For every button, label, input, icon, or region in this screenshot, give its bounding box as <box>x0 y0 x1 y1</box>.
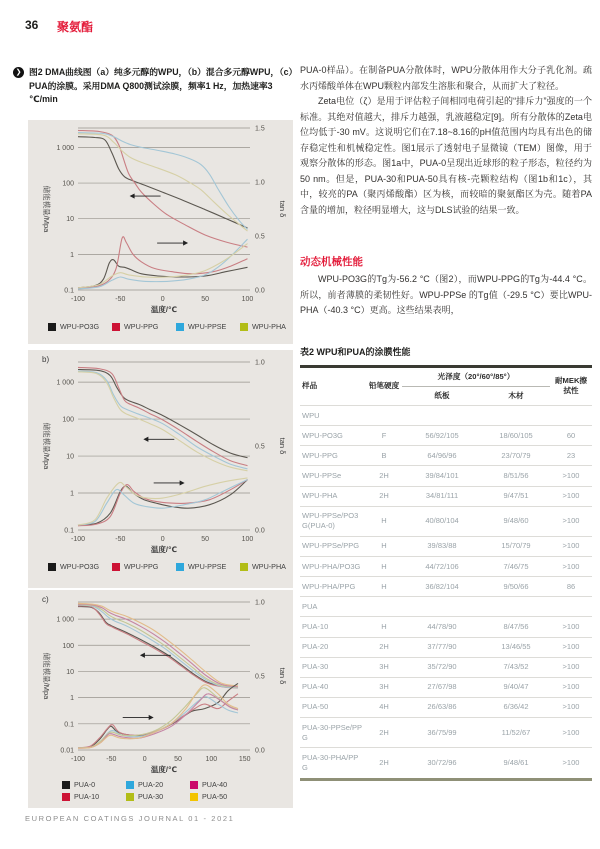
tand-curve-WPU-PPG <box>78 480 248 526</box>
table-cell: 44/72/106 <box>402 557 482 577</box>
table-cell: 6/36/42 <box>482 697 550 717</box>
legend-swatch <box>112 323 120 331</box>
legend-swatch <box>176 563 184 571</box>
table-cell: 7/43/52 <box>482 657 550 677</box>
table-row <box>300 697 592 717</box>
legend-item <box>126 792 190 801</box>
right-axis-tick-label: 1.5 <box>255 125 265 133</box>
article-paragraph-1: PUA-0样品）。在制备PUA分散体时，WPU分散体用作大分子乳化剂。疏水丙烯酸单体在WPU颗粒内部发生溶胀和聚合，从而扩大了粒径。 <box>300 65 592 91</box>
figure-caption-text: 图2 DMA曲线图（a）纯多元醇的WPU，（b）混合多元醇WPU，（c）PUA的涂膜。采用DMA Q800测试涂膜，频率1 Hz，加热速率3 ℃/min <box>29 67 293 104</box>
x-axis-title: 温度/℃ <box>150 765 178 774</box>
y-axis-tick-label: 0.1 <box>64 721 74 729</box>
table-cell: 3H <box>366 657 402 677</box>
legend-item <box>176 322 240 331</box>
table-group-row <box>300 597 592 617</box>
table-cell: 56/92/105 <box>402 426 482 446</box>
table-cell: PUA-30 <box>300 657 366 677</box>
y-axis-tick-label: 0.1 <box>64 287 74 295</box>
x-axis-tick-label: -100 <box>70 756 86 763</box>
dma-chart-a <box>28 120 293 316</box>
chart-b-legend <box>28 556 293 571</box>
x-axis-tick-label: 150 <box>238 756 251 763</box>
modulus-curve-WPU-PO3G <box>78 137 248 228</box>
table-cell: >100 <box>550 677 592 697</box>
table-cell: 60 <box>550 426 592 446</box>
panel-label: c) <box>42 595 49 604</box>
legend-swatch <box>112 563 120 571</box>
table-cell: 26/63/86 <box>402 697 482 717</box>
legend-item <box>48 562 112 571</box>
table-row <box>300 486 592 506</box>
table-cell: 8/51/56 <box>482 466 550 486</box>
legend-label: PUA-0 <box>74 780 96 789</box>
table-cell: >100 <box>550 506 592 536</box>
table-row <box>300 657 592 677</box>
legend-label: PUA-10 <box>74 792 100 801</box>
y-axis-tick-label: 10 <box>66 216 74 224</box>
table-cell: WPU-PHA <box>300 486 366 506</box>
legend-label: PUA-30 <box>138 792 164 801</box>
y-axis-tick-label: 1 <box>70 695 74 703</box>
legend-item <box>176 562 240 571</box>
table-cell: >100 <box>550 718 592 748</box>
right-axis-tick-label: 0.0 <box>255 747 265 755</box>
table-cell: 9/47/51 <box>482 486 550 506</box>
table-cell: H <box>366 536 402 556</box>
table-cell: >100 <box>550 557 592 577</box>
right-axis-tick-label: 0.5 <box>255 443 265 451</box>
x-axis-tick-label: -50 <box>106 756 117 763</box>
x-axis-tick-label: -50 <box>115 296 126 303</box>
table-cell: 7/46/75 <box>482 557 550 577</box>
y-axis-tick-label: 100 <box>62 180 74 188</box>
legend-swatch <box>62 781 70 789</box>
x-axis-tick-label: -100 <box>70 536 86 543</box>
panel-label: b) <box>42 355 50 364</box>
table-cell: 40/80/104 <box>402 506 482 536</box>
table-row <box>300 577 592 597</box>
y-axis-tick-label: 10 <box>66 453 74 461</box>
legend-swatch <box>126 793 134 801</box>
table-cell: >100 <box>550 637 592 657</box>
dma-chart-c <box>28 590 293 776</box>
coating-properties-table <box>300 365 592 781</box>
legend-swatch <box>62 793 70 801</box>
legend-swatch <box>190 781 198 789</box>
legend-swatch <box>176 323 184 331</box>
x-axis-title: 温度/℃ <box>150 305 178 314</box>
table-cell: >100 <box>550 486 592 506</box>
column-header-sample: 样品 <box>302 381 318 391</box>
table-cell: 39/83/88 <box>402 536 482 556</box>
left-direction-arrow <box>143 437 174 442</box>
x-axis-tick-label: 0 <box>160 536 165 543</box>
table-cell: 13/46/55 <box>482 637 550 657</box>
y-axis-tick-label: 1 000 <box>56 379 74 387</box>
x-axis-tick-label: -50 <box>115 536 126 543</box>
y-axis-tick-label: 1 000 <box>56 144 74 152</box>
right-direction-arrow <box>123 715 154 720</box>
table-row <box>300 718 592 748</box>
table-cell: 36/75/99 <box>402 718 482 748</box>
article-column <box>300 63 592 781</box>
right-axis-tick-label: 0.5 <box>255 233 265 241</box>
table-cell: H <box>366 557 402 577</box>
right-axis-tick-label: 1.0 <box>255 359 265 367</box>
right-axis-tick-label: 0.0 <box>255 287 265 295</box>
x-axis-tick-label: 0 <box>142 756 147 763</box>
legend-label: WPU-PHA <box>252 562 286 571</box>
legend-label: PUA-20 <box>138 780 164 789</box>
table-cell: WPU-PHA/PO3G <box>300 557 366 577</box>
column-header-gloss-paperboard: 纸板 <box>434 390 450 400</box>
table-cell: 18/60/105 <box>482 426 550 446</box>
table-cell: H <box>366 506 402 536</box>
x-axis-tick-label: -100 <box>70 296 86 303</box>
right-axis-tick-label: 1.0 <box>255 599 265 607</box>
right-axis-tick-label: 1.0 <box>255 179 265 187</box>
chart-c-legend <box>28 776 293 801</box>
table-cell: >100 <box>550 657 592 677</box>
table-cell: 36/82/104 <box>402 577 482 597</box>
right-axis-title: tan δ <box>278 200 287 218</box>
x-axis-tick-label: 0 <box>160 296 165 303</box>
x-axis-tick-label: 100 <box>241 536 254 543</box>
legend-label: WPU-PO3G <box>60 322 100 331</box>
table-cell: 23/70/79 <box>482 446 550 466</box>
table-cell: 64/96/96 <box>402 446 482 466</box>
legend-item <box>190 792 254 801</box>
y-axis-tick-label: 0.01 <box>60 747 74 755</box>
x-axis-title: 温度/℃ <box>150 545 178 554</box>
table-cell: 15/70/79 <box>482 536 550 556</box>
left-axis-title: 储能模量/Mpa <box>42 185 51 233</box>
x-axis-tick-label: 100 <box>241 296 254 303</box>
column-header-gloss-wood: 木材 <box>508 390 524 400</box>
right-axis-tick-label: 0.0 <box>255 527 265 535</box>
x-axis-tick-label: 50 <box>201 296 209 303</box>
dma-chart-b <box>28 350 293 556</box>
table-row <box>300 426 592 446</box>
column-header-hardness: 铅笔硬度 <box>368 381 400 391</box>
table-cell: WPU-PPSe/PPG <box>300 536 366 556</box>
left-direction-arrow <box>130 193 161 198</box>
legend-label: WPU-PO3G <box>60 562 100 571</box>
table-row <box>300 637 592 657</box>
y-axis-tick-label: 100 <box>62 416 74 424</box>
table-cell: 9/48/61 <box>482 748 550 779</box>
right-axis-title: tan δ <box>278 667 287 685</box>
table-cell: WPU-PPSe/PO3G(PUA-0) <box>300 506 366 536</box>
table-row <box>300 536 592 556</box>
table-cell: 2H <box>366 748 402 779</box>
y-axis-tick-label: 1 <box>70 490 74 498</box>
legend-label: PUA-50 <box>202 792 228 801</box>
left-axis-title: 储能模量/Mpa <box>42 422 51 470</box>
table-cell: 3H <box>366 677 402 697</box>
y-axis-tick-label: 0.1 <box>64 527 74 535</box>
legend-item <box>112 562 176 571</box>
y-axis-tick-label: 10 <box>66 668 74 676</box>
table-group-row <box>300 406 592 426</box>
article-paragraph-2: Zeta电位（ζ）是用于评估粒子间相同电荷引起的“排斥力”强度的一个标准。其绝对值越大，排斥力越强，乳液越稳定[9]。所有分散体的Zeta电位均低于-30 mV。这说明它们在7.18~8.16的pH值范围内均具有出色的储存稳定性和机械稳定性。图1展示了透射电子显微镜（TEM）图像，用于观察分散体的形态。图1a中，PUA-0呈现出近球形的粒子形态，粒径约为50 nm。但是，PUA-30和PUA-50具有核-壳颗粒结构（图1b和1c），其中，较亮的PA（聚丙烯酸酯）区为核，而较暗的聚氨酯区为壳。随着PA含量的增加，粒径明显增大，这与DLS试验的结果一致。 <box>300 96 592 215</box>
chart-panel-b <box>28 350 293 588</box>
table-cell: 2H <box>366 718 402 748</box>
table-cell: 8/47/56 <box>482 617 550 637</box>
x-axis-tick-label: 100 <box>205 756 218 763</box>
table-cell: PUA-50 <box>300 697 366 717</box>
table-row <box>300 466 592 486</box>
left-axis-title: 储能模量/Mpa <box>42 652 51 700</box>
table-cell: F <box>366 426 402 446</box>
modulus-curve-WPU-PO3G <box>78 370 248 458</box>
table-cell: 39/84/101 <box>402 466 482 486</box>
section-title: 聚氨酯 <box>57 20 94 34</box>
modulus-curve-PUA-10 <box>78 606 238 688</box>
table-group-label: PUA <box>300 597 592 617</box>
chart-panel-c <box>28 590 293 808</box>
legend-swatch <box>126 781 134 789</box>
chart-panel-a <box>28 120 293 344</box>
right-direction-arrow <box>157 240 188 245</box>
legend-swatch <box>240 563 248 571</box>
legend-item <box>62 792 126 801</box>
table-cell: H <box>366 577 402 597</box>
table-row <box>300 506 592 536</box>
right-axis-tick-label: 0.5 <box>255 673 265 681</box>
table-cell: WPU-PO3G <box>300 426 366 446</box>
table-cell: PUA-30-PPSe/PPG <box>300 718 366 748</box>
legend-swatch <box>190 793 198 801</box>
legend-item <box>112 322 176 331</box>
y-axis-tick-label: 1 <box>70 251 74 259</box>
table-title: 表2 WPU和PUA的涂膜性能 <box>300 346 411 357</box>
table-cell: WPU-PHA/PPG <box>300 577 366 597</box>
legend-label: WPU-PPSE <box>188 562 227 571</box>
table-cell: H <box>366 617 402 637</box>
table-cell: 11/52/67 <box>482 718 550 748</box>
table-row <box>300 677 592 697</box>
figure-caption <box>13 66 295 107</box>
table-cell: >100 <box>550 748 592 779</box>
tand-curve-WPU-PPSE <box>78 239 248 289</box>
table-cell: 37/77/90 <box>402 637 482 657</box>
section-heading: 动态机械性能 <box>300 256 363 268</box>
table-cell: 27/67/98 <box>402 677 482 697</box>
table-cell: 4H <box>366 697 402 717</box>
figure-bullet-icon: ❯ <box>13 67 24 78</box>
x-axis-tick-label: 50 <box>201 536 209 543</box>
table-cell: 2H <box>366 637 402 657</box>
column-header-gloss: 光泽度（20°/60°/85°） <box>402 366 550 386</box>
table-header <box>300 366 592 406</box>
legend-item <box>62 780 126 789</box>
table-cell: 2H <box>366 466 402 486</box>
table-row <box>300 446 592 466</box>
table-body <box>300 406 592 780</box>
x-axis-tick-label: 50 <box>174 756 182 763</box>
legend-item <box>48 322 112 331</box>
legend-swatch <box>48 323 56 331</box>
table-cell: 30/72/96 <box>402 748 482 779</box>
legend-item <box>190 780 254 789</box>
tand-curve-PUA-0 <box>78 683 238 747</box>
modulus-curve-WPU-PPG <box>78 130 248 247</box>
table-cell: 44/78/90 <box>402 617 482 637</box>
page-number: 36 <box>25 18 39 32</box>
table-cell: >100 <box>550 617 592 637</box>
legend-item <box>126 780 190 789</box>
table-cell: 35/72/90 <box>402 657 482 677</box>
right-axis-title: tan δ <box>278 437 287 455</box>
article-paragraph-3: WPU-PO3G的Tg为-56.2 °C（图2），而WPU-PPG的Tg为-44.4 °C。所以，前者薄膜的柔韧性好。WPU-PPSe 的Tg值（-29.5 °C）要比WPU-PHA（-40.3 °C）更高。这些结果表明， <box>300 274 592 315</box>
table-cell: >100 <box>550 536 592 556</box>
table-row <box>300 748 592 779</box>
legend-label: WPU-PPG <box>124 562 159 571</box>
table-cell: PUA-20 <box>300 637 366 657</box>
table-cell: 9/50/66 <box>482 577 550 597</box>
table-group-label: WPU <box>300 406 592 426</box>
legend-swatch <box>48 563 56 571</box>
table-cell: WPU-PPSe <box>300 466 366 486</box>
table-cell: 23 <box>550 446 592 466</box>
legend-label: WPU-PPG <box>124 322 159 331</box>
legend-item <box>240 322 304 331</box>
table-cell: 2H <box>366 486 402 506</box>
legend-label: WPU-PHA <box>252 322 286 331</box>
table-cell: 9/40/47 <box>482 677 550 697</box>
table-cell: PUA-40 <box>300 677 366 697</box>
table-cell: >100 <box>550 466 592 486</box>
tand-curve-WPU-PHA <box>78 478 248 525</box>
y-axis-tick-label: 1 000 <box>56 616 74 624</box>
chart-a-legend <box>28 316 293 331</box>
legend-swatch <box>240 323 248 331</box>
table-cell: >100 <box>550 697 592 717</box>
right-direction-arrow <box>154 480 185 485</box>
table-cell: B <box>366 446 402 466</box>
y-axis-tick-label: 100 <box>62 642 74 650</box>
legend-label: PUA-40 <box>202 780 228 789</box>
table-cell: 9/48/60 <box>482 506 550 536</box>
journal-footer: EUROPEAN COATINGS JOURNAL 01 - 2021 <box>25 814 235 823</box>
table-cell: PUA-10 <box>300 617 366 637</box>
column-header-mek: 耐MEK擦拭性 <box>554 376 588 396</box>
table-cell: 86 <box>550 577 592 597</box>
table-cell: PUA-30-PHA/PPG <box>300 748 366 779</box>
legend-label: WPU-PPSE <box>188 322 227 331</box>
table-row <box>300 617 592 637</box>
table-row <box>300 557 592 577</box>
table-cell: 34/81/111 <box>402 486 482 506</box>
table-cell: WPU-PPG <box>300 446 366 466</box>
legend-item <box>240 562 304 571</box>
